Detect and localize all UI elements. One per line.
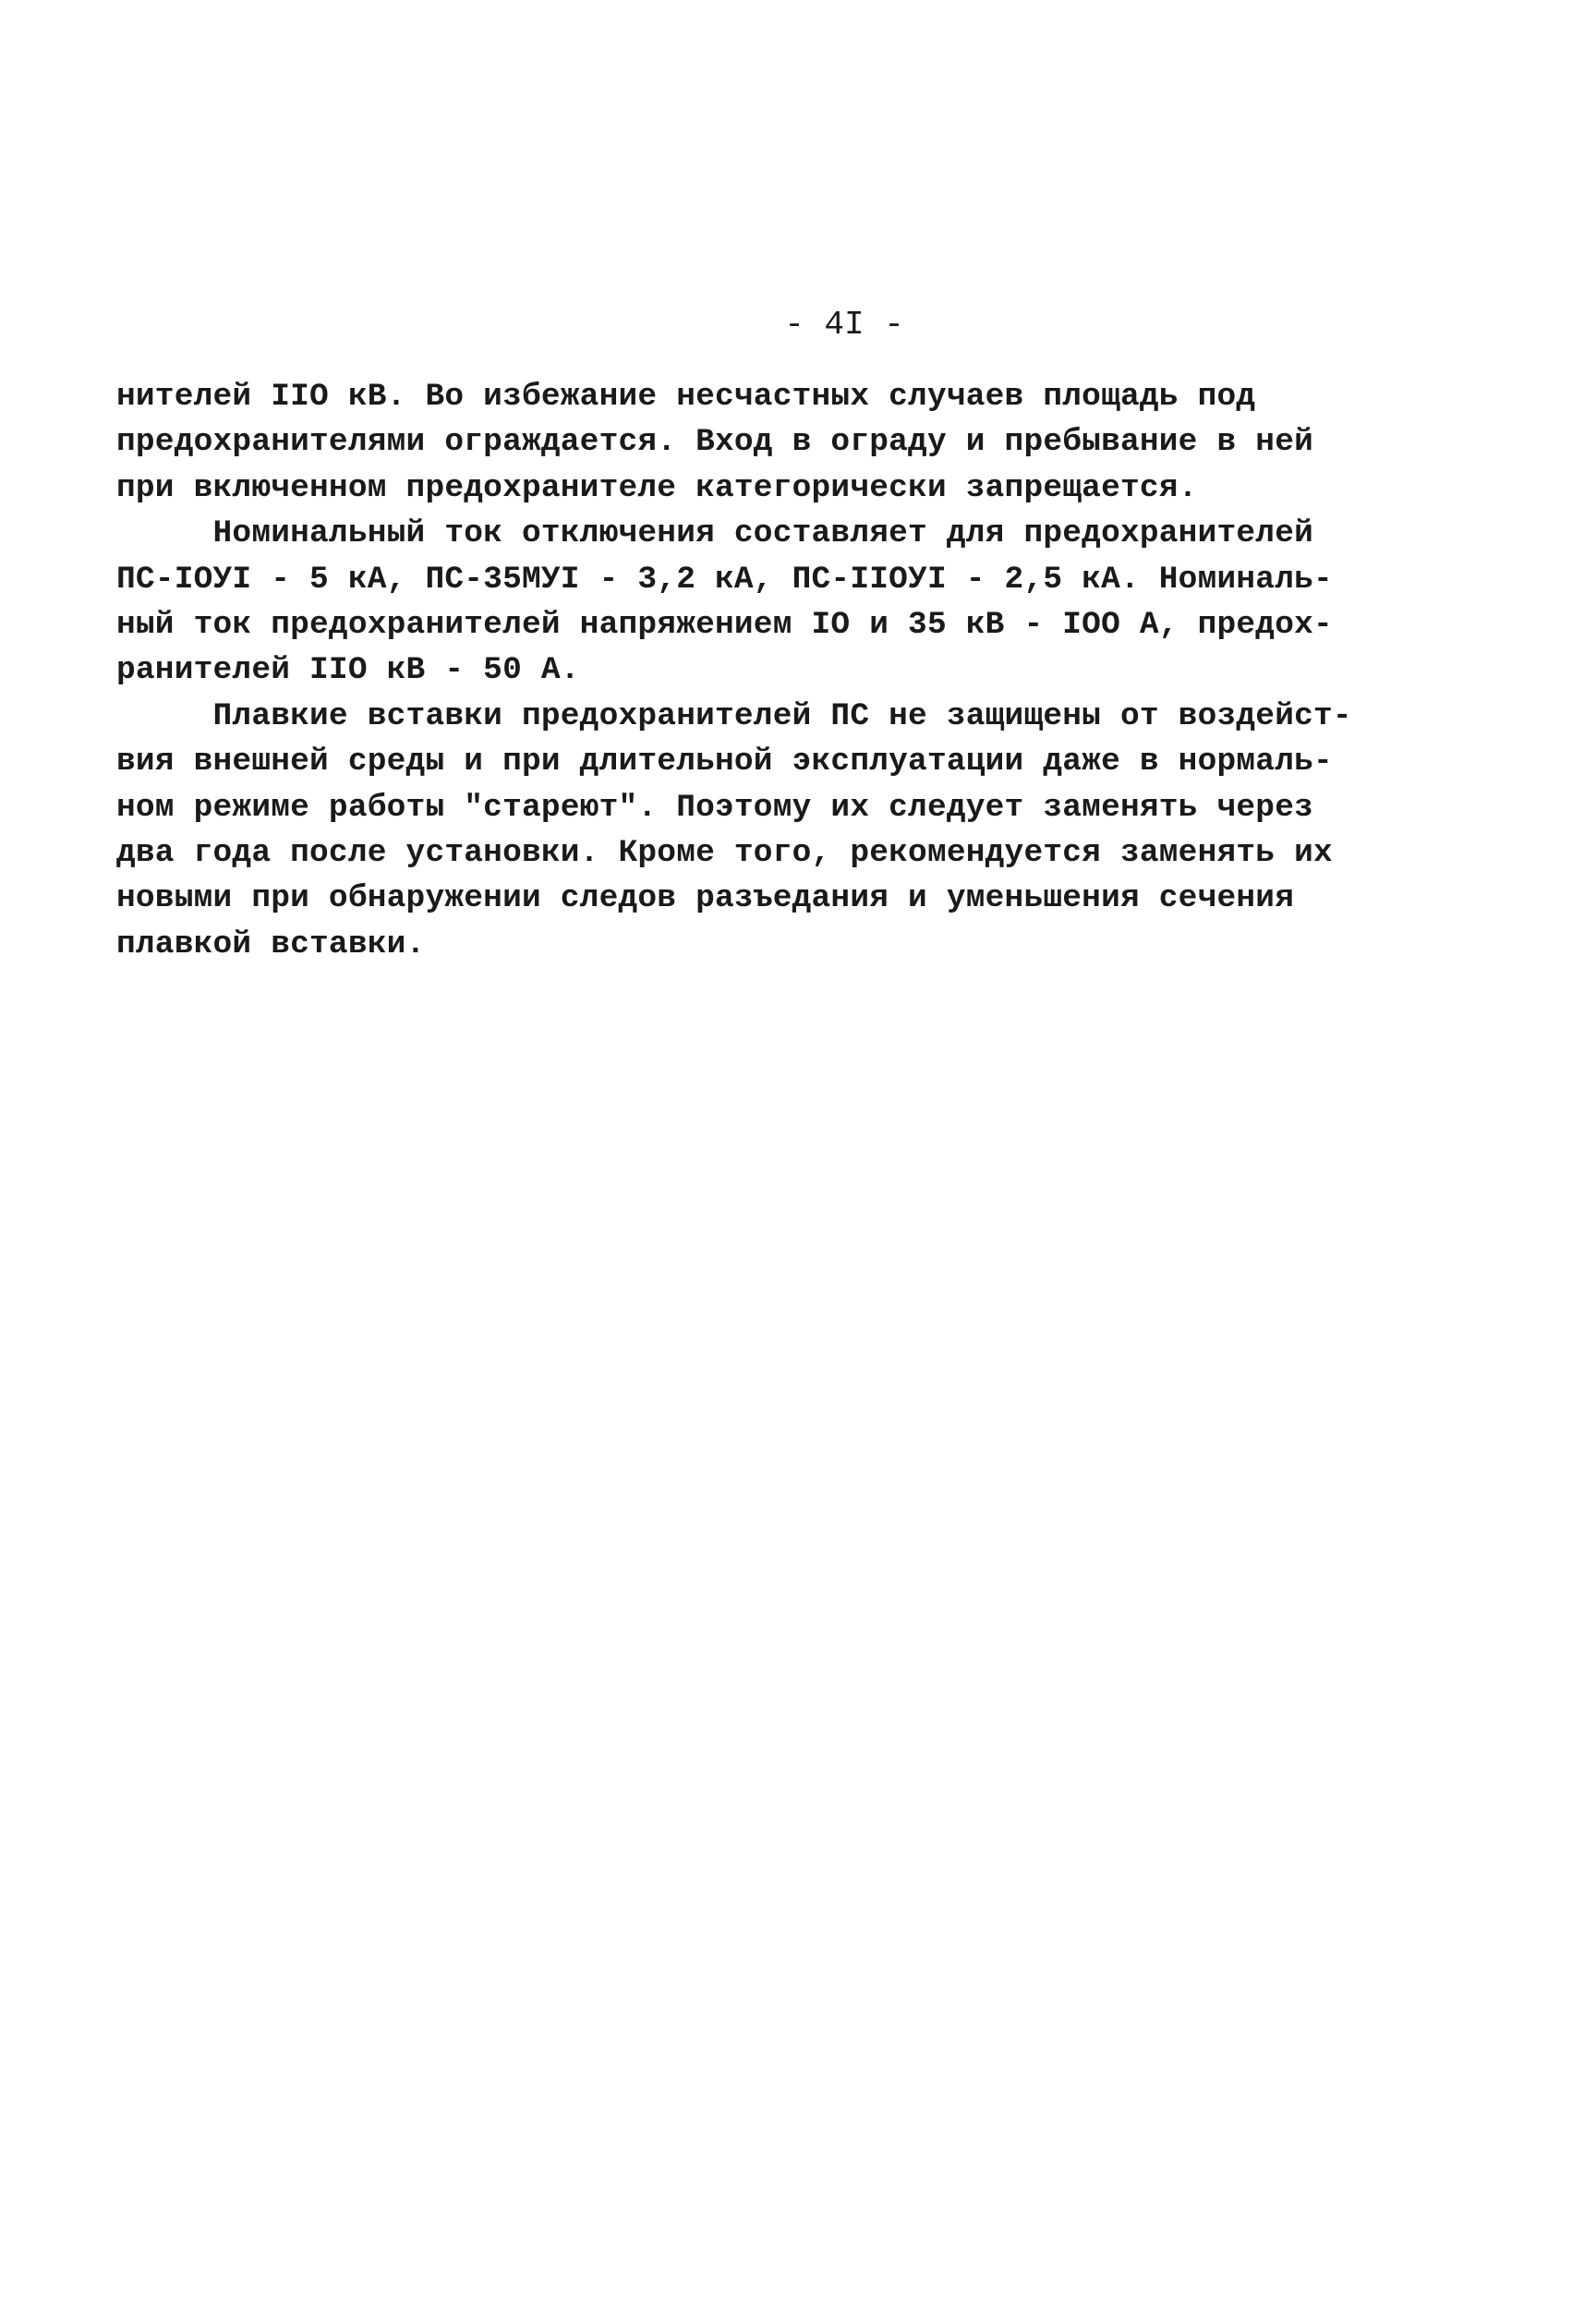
text-line: два года после установки. Кроме того, рекомендуется заменять их (116, 834, 1333, 871)
text-line: плавкой вставки. (116, 926, 426, 962)
text-line: ный ток предохранителей напряжением IO и 35 кВ - IOO А, предох- (116, 606, 1333, 643)
text-line: ном режиме работы "стареют". Поэтому их следует заменять через (116, 789, 1314, 826)
text-line: предохранителями ограждается. Вход в ограду и пребывание в ней (116, 424, 1314, 461)
text-line: Плавкие вставки предохранителей ПС не защищены от воздейст- (116, 697, 1352, 734)
text-line: ранителей IIO кВ - 50 А. (116, 652, 580, 689)
body-text (116, 374, 1382, 967)
text-line: ПС-IOУI - 5 кА, ПС-35МУI - 3,2 кА, ПС-IIOУI - 2,5 кА. Номиналь- (116, 561, 1333, 598)
text-line: Номинальный ток отключения составляет для предохранителей (116, 515, 1314, 552)
page-number: - 4I - (784, 306, 904, 344)
text-line: нителей IIO кВ. Во избежание несчастных случаев площадь под (116, 379, 1256, 415)
text-line: новыми при обнаружении следов разъедания и уменьшения сечения (116, 880, 1295, 917)
text-line: вия внешней среды и при длительной эксплуатации даже в нормаль- (116, 744, 1333, 780)
text-line: при включенном предохранителе категорически запрещается. (116, 469, 1198, 506)
